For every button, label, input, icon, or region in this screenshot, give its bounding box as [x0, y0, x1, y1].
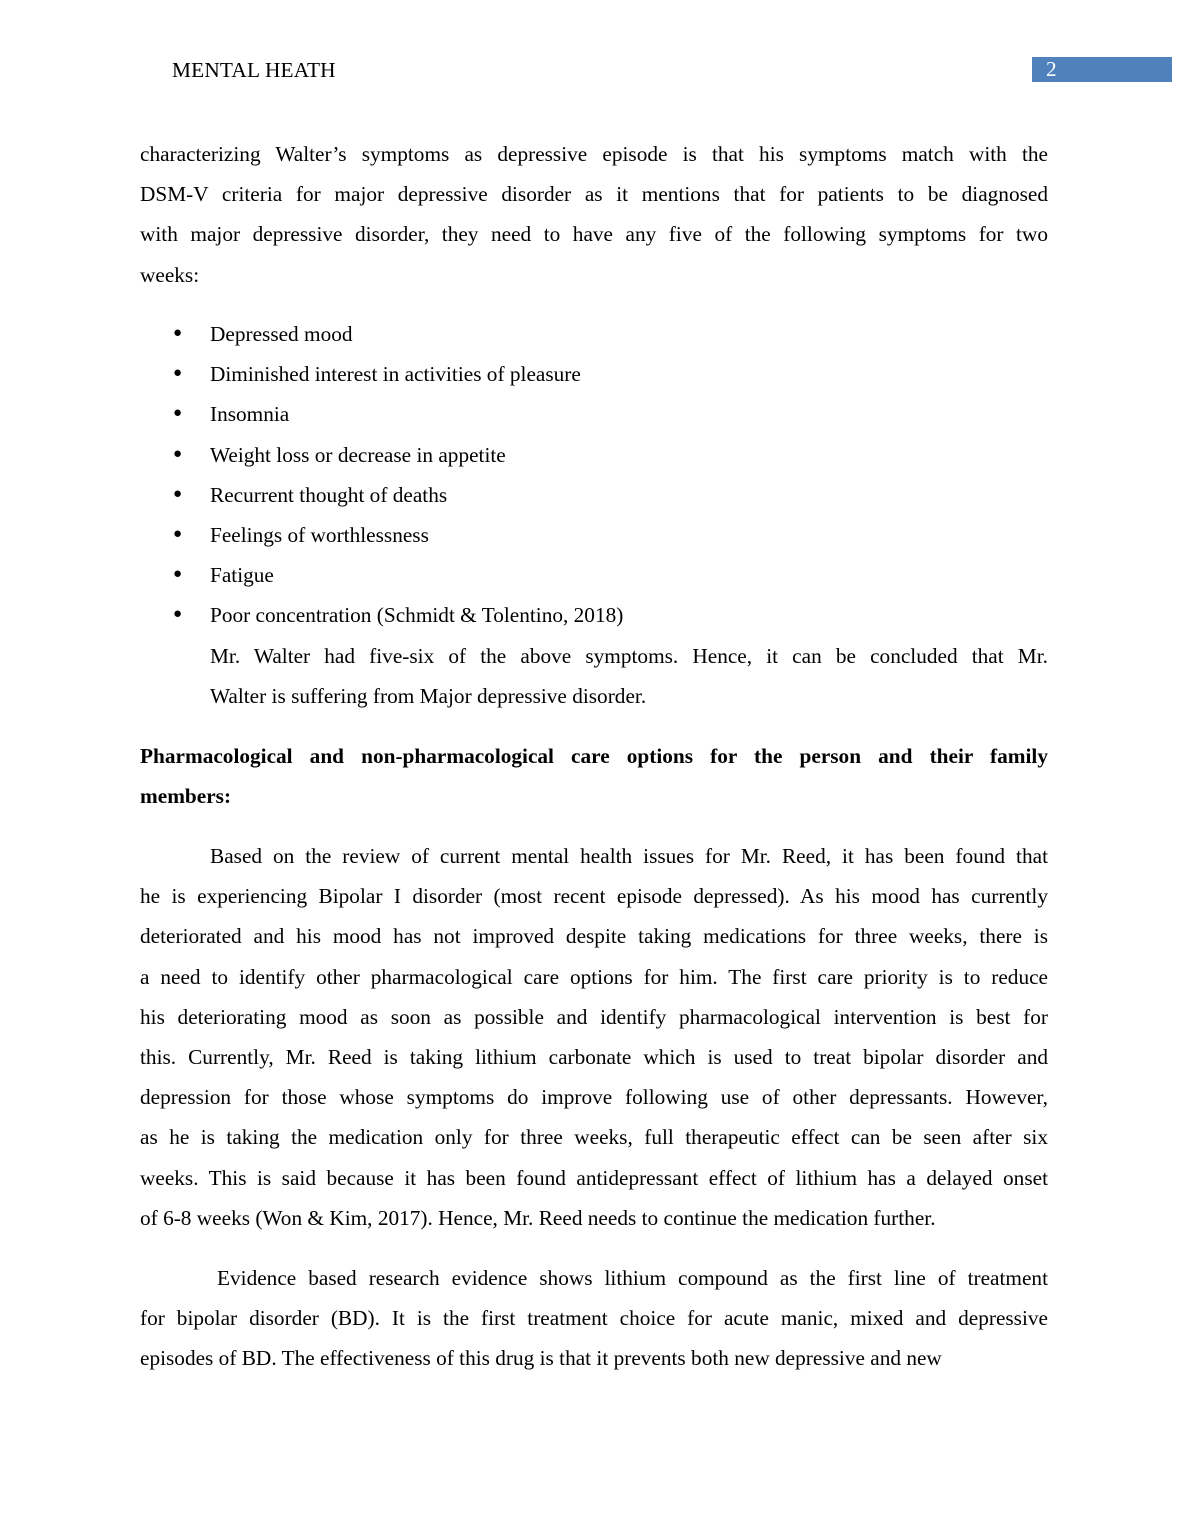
- bullet-item: Insomnia: [210, 402, 290, 427]
- paragraph-line: he is experiencing Bipolar I disorder (most recent episode depressed). As his mood has currently: [140, 884, 1048, 909]
- paragraph-line: characterizing Walter’s symptoms as depressive episode is that his symptoms match with the: [140, 142, 1048, 166]
- page-number-box: [1032, 57, 1172, 82]
- paragraph-line: this. Currently, Mr. Reed is taking lithium carbonate which is used to treat bipolar disorder and: [140, 1045, 1048, 1069]
- conclusion-line: Walter is suffering from Major depressive disorder.: [210, 684, 647, 709]
- bullet-item: Recurrent thought of deaths: [210, 482, 448, 507]
- bullet-icon: ●: [173, 485, 183, 502]
- paragraph-line: weeks. This is said because it has been found antidepressant effect of lithium has a delayed onset: [140, 1165, 1048, 1190]
- bullet-icon: ●: [173, 526, 183, 542]
- paragraph-line: weeks:: [140, 262, 200, 287]
- bullet-item: Depressed mood: [210, 322, 353, 346]
- paragraph-line: Evidence based research evidence shows lithium compound as the first line of treatment: [217, 1266, 1048, 1290]
- paragraph-line: a need to identify other pharmacological care options for him. The first care priority is to reduce: [140, 964, 1048, 989]
- paragraph-line: DSM-V criteria for major depressive disorder as it mentions that for patients to be diagnosed: [140, 182, 1048, 207]
- paragraph-line: episodes of BD. The effectiveness of this drug is that it prevents both new depressive and new: [140, 1346, 942, 1371]
- paragraph-line: with major depressive disorder, they need to have any five of the following symptoms for two: [140, 222, 1048, 247]
- bullet-icon: ●: [173, 566, 183, 583]
- paragraph-line: Based on the review of current mental health issues for Mr. Reed, it has been found that: [210, 844, 1048, 868]
- bullet-item: Feelings of worthlessness: [210, 523, 429, 547]
- paragraph-line: his deteriorating mood as soon as possible and identify pharmacological intervention is best for: [140, 1004, 1048, 1029]
- bullet-item: Fatigue: [210, 563, 274, 588]
- section-heading-line: Pharmacological and non-pharmacological care options for the person and their family: [140, 744, 1048, 768]
- bullet-icon: ●: [173, 325, 183, 341]
- bullet-item: Weight loss or decrease in appetite: [210, 442, 506, 467]
- bullet-item: Diminished interest in activities of pleasure: [210, 362, 581, 387]
- running-head: MENTAL HEATH: [172, 58, 336, 82]
- bullet-icon: ●: [173, 606, 183, 623]
- bullet-item: Poor concentration (Schmidt & Tolentino, 2018): [210, 603, 624, 628]
- bullet-icon: ●: [173, 445, 183, 462]
- paragraph-line: deteriorated and his mood has not improved despite taking medications for three weeks, there is: [140, 924, 1048, 949]
- bullet-icon: ●: [173, 365, 183, 382]
- paragraph-line: depression for those whose symptoms do improve following use of other depressants. However,: [140, 1085, 1048, 1110]
- section-heading-line: members:: [140, 784, 232, 809]
- paragraph-line: as he is taking the medication only for three weeks, full therapeutic effect can be seen after six: [140, 1125, 1048, 1150]
- page-number: 2: [1046, 57, 1057, 81]
- paragraph-line: for bipolar disorder (BD). It is the first treatment choice for acute manic, mixed and depressive: [140, 1306, 1048, 1331]
- paragraph-line: of 6-8 weeks (Won & Kim, 2017). Hence, Mr. Reed needs to continue the medication further.: [140, 1205, 936, 1230]
- bullet-icon: ●: [173, 405, 183, 422]
- conclusion-line: Mr. Walter had five-six of the above symptoms. Hence, it can be concluded that Mr.: [210, 644, 1048, 668]
